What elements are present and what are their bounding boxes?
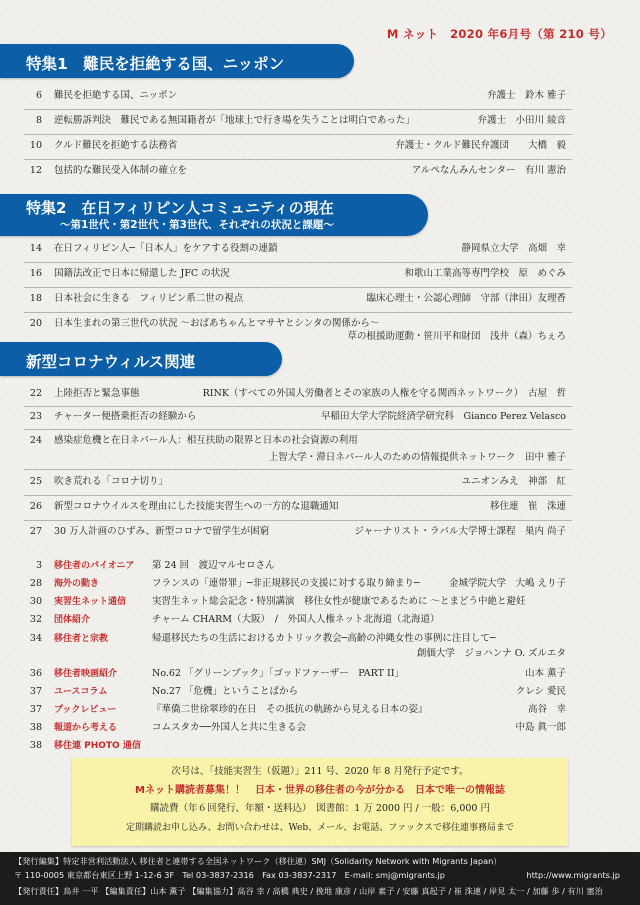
toc-row[interactable] xyxy=(0,291,640,307)
subscribe-headline: Mネット購読者募集！！ 日本・世界の移住者の今が分かる 日本で唯一の情報誌 xyxy=(135,785,505,796)
article-title: 逆転勝訴判決 難民である無国籍者が「地球上で行き場を失うことは明白であった」 xyxy=(54,115,415,126)
column-category: 団体紹介 xyxy=(54,615,91,625)
page-number: 24 xyxy=(29,435,42,446)
article-author: 和歌山工業高等専門学校 原 めぐみ xyxy=(404,268,566,279)
article-author: 早稲田大学大学院経済学研究科 Gianco Perez Velasco xyxy=(321,411,566,422)
column-row[interactable] xyxy=(0,576,640,592)
column-category: 移住連 PHOTO 通信 xyxy=(54,741,141,751)
publisher-line: 【発行編集】特定非営利活動法人 移住者と連帯する全国ネットワーク（移住連）SMJ（Solidarity Network with Migrants Japan） xyxy=(14,856,502,866)
subscription-fee: 購読費（年６回発行、年額・送料込） 図書館：1 万 2000 円 / 一般：6,000 円 xyxy=(150,803,490,814)
article-title: クルド難民を拒絶する法務省 xyxy=(54,140,178,151)
page-number: 16 xyxy=(29,268,42,279)
toc-row[interactable] xyxy=(0,113,640,129)
special2-subheading: ～第1世代・第2世代・第3世代、それぞれの状況と課題～ xyxy=(60,219,334,231)
contact-text: 定期購読お申し込み、お問い合わせは、Web、メール、お電話、ファックスで移住連事務局まで xyxy=(126,823,514,833)
article-author: 上智大学・滞日ネパール人のための情報提供ネットワーク 田中 雅子 xyxy=(268,452,566,463)
credits-line: 【発行責任】鳥井 一平 【編集責任】山本 薫子 【編集協力】高谷 幸 / 高橋 典史 / 挽地 康彦 / 山岸 素子 / 安藤 真起子 / 崔 洙連 / 岸見 太一 / 加藤 歩 / 有川 憲治 xyxy=(14,886,603,896)
column-row[interactable] xyxy=(0,558,640,574)
article-title: 上陸拒否と緊急事態 xyxy=(54,388,140,399)
column-row[interactable] xyxy=(0,684,640,700)
toc-row[interactable] xyxy=(0,241,640,257)
page-number: 38 xyxy=(29,740,42,751)
page-number: 37 xyxy=(29,686,42,697)
column-title: コムスタカ──外国人と共に生きる会 xyxy=(152,722,306,733)
article-author: 弁護士 小田川 綾音 xyxy=(477,115,566,126)
column-category: ブックレビュー xyxy=(54,705,117,715)
article-title: チャーター便搭乗拒否の経験から xyxy=(54,411,197,422)
column-title: チャーム CHARM（大阪） / 外国人人権ネット北海道（北海道） xyxy=(152,614,440,625)
toc-row[interactable] xyxy=(0,163,640,179)
column-row[interactable] xyxy=(0,612,640,628)
column-title: 第 24 回 渡辺マルセロさん xyxy=(152,560,275,571)
column-title: 帰還移民たちの生活におけるカトリック教会─高齢の沖縄女性の事例に注目して─ xyxy=(152,633,496,644)
page-number: 25 xyxy=(29,476,42,487)
article-author: 弁護士・クルド難民弁護団 大橋 毅 xyxy=(395,140,566,151)
column-category: 実習生ネット通信 xyxy=(54,597,127,607)
toc-row[interactable] xyxy=(0,474,640,490)
toc-row[interactable] xyxy=(0,499,640,515)
toc-row[interactable] xyxy=(0,88,640,104)
divider xyxy=(24,520,572,521)
article-author: 弁護士 鈴木 雅子 xyxy=(486,90,566,101)
divider xyxy=(24,406,572,407)
toc-row-author-line xyxy=(0,450,640,466)
column-row[interactable] xyxy=(0,666,640,682)
article-author: 臨床心理士・公認心理師 守部（津田）友理香 xyxy=(366,293,566,304)
special2-banner xyxy=(0,194,428,236)
page-number: 23 xyxy=(29,411,42,422)
special1-banner xyxy=(0,44,354,78)
page-number: 34 xyxy=(29,633,42,644)
page-number: 8 xyxy=(35,115,42,126)
article-title: 難民を拒絶する国、ニッポン xyxy=(54,90,178,101)
page-number: 18 xyxy=(29,293,42,304)
publisher-footer xyxy=(0,852,640,905)
article-title: 新型コロナウイルスを理由にした技能実習生への一方的な退職通知 xyxy=(54,501,339,512)
website-link[interactable]: http://www.migrants.jp xyxy=(526,870,620,880)
page-number: 26 xyxy=(29,501,42,512)
column-category: 移住者映画紹介 xyxy=(54,669,118,679)
article-title: 国籍法改正で日本に帰還した JFC の状況 xyxy=(54,268,230,279)
article-title: 日本生まれの第三世代の状況 ～おばあちゃんとマサヤとシンタの関係から～ xyxy=(54,318,380,329)
page-number: 30 xyxy=(29,596,42,607)
divider xyxy=(24,495,572,496)
article-author: 草の根援助運動・笹川平和財団 浅井（森）ちぇろ xyxy=(347,331,566,342)
article-title: 包括的な難民受入体制の確立を xyxy=(54,165,188,176)
divider xyxy=(24,429,572,430)
page-number: 36 xyxy=(29,668,42,679)
page-number: 20 xyxy=(29,318,42,329)
page-number: 10 xyxy=(29,140,42,151)
column-title: 実習生ネット総会記念・特別講演 移住女性が健康であるために ～とまどう中絶と避妊 xyxy=(152,596,526,607)
column-row[interactable] xyxy=(0,594,640,610)
address-line: 〒 110-0005 東京都台東区上野 1-12-6 3F Tel 03-3837-2316 Fax 03-3837-2317 E-mail: smj@migrants.jp xyxy=(14,870,445,880)
divider xyxy=(24,287,572,288)
page-number: 27 xyxy=(29,526,42,537)
article-title: 日本社会に生きる フィリピン系二世の視点 xyxy=(54,293,244,304)
article-author: RINK（すべての外国人労働者とその家族の人権を守る関西ネットワーク） 古屋 哲 xyxy=(202,388,566,399)
divider xyxy=(24,469,572,470)
article-title: 吹き荒れる「コロナ切り」 xyxy=(54,476,169,487)
article-author: 移住連 崔 洙連 xyxy=(489,501,566,512)
divider xyxy=(24,109,572,110)
divider xyxy=(24,262,572,263)
page-number: 14 xyxy=(29,243,42,254)
column-title: フランスの「連帯罪」─非正規移民の支援に対する取り締まり─ xyxy=(152,578,420,589)
article-title: 在日フィリピン人─「日本人」をケアする役割の連鎖 xyxy=(54,243,278,254)
column-category: 移住者と宗教 xyxy=(54,634,109,644)
issue-label: M ネット 2020 年6月号（第 210 号） xyxy=(386,27,612,41)
column-author: 山本 薫子 xyxy=(524,668,566,679)
column-category: ユースコラム xyxy=(54,687,108,697)
column-row[interactable] xyxy=(0,738,640,754)
page-number: 28 xyxy=(29,578,42,589)
next-issue-text: 次号は、「技能実習生（仮題）」211 号、2020 年 8 月発行予定です。 xyxy=(171,766,469,777)
article-title: 30 万人計画のひずみ、新型コロナで留学生が困窮 xyxy=(54,526,270,537)
page-number: 3 xyxy=(35,560,42,571)
column-author: 創価大学 ジョハンナ O. ズルエタ xyxy=(416,648,566,659)
column-author: 金城学院大学 大嶋 えり子 xyxy=(448,578,566,589)
divider xyxy=(24,134,572,135)
toc-row[interactable] xyxy=(0,138,640,154)
page-number: 6 xyxy=(35,90,42,101)
toc-row[interactable] xyxy=(0,266,640,282)
article-author: ユニオンみえ 神部 紅 xyxy=(461,476,566,487)
article-author: ジャーナリスト・ラバル大学博士課程 巣内 尚子 xyxy=(354,526,566,537)
column-title: No.62 「グリーンブック」「ゴッドファーザー PART II」 xyxy=(152,668,404,679)
page-number: 32 xyxy=(29,614,42,625)
column-category: 海外の動き xyxy=(54,579,100,589)
article-title: 感染症危機と在日ネパール人：相互扶助の限界と日本の社会資源の利用 xyxy=(54,435,358,446)
column-title: 『華僑二世徐翠珍的在日 その抵抗の軌跡から見える日本の姿』 xyxy=(152,704,428,715)
corona-banner xyxy=(0,342,282,376)
column-title: No.27 「危機」ということばから xyxy=(152,686,298,697)
page-number: 37 xyxy=(29,704,42,715)
article-author: 静岡県立大学 高畑 幸 xyxy=(461,243,566,254)
column-author: クレシ 愛民 xyxy=(515,686,566,697)
subscription-notice xyxy=(72,758,568,846)
toc-row[interactable] xyxy=(0,386,640,402)
article-author: アルペなんみんセンター 有川 憲治 xyxy=(411,165,566,176)
page-number: 12 xyxy=(29,165,42,176)
column-row[interactable] xyxy=(0,720,640,736)
column-author: 中島 眞一郎 xyxy=(515,722,566,733)
column-row-author-line xyxy=(0,646,640,662)
page-number: 38 xyxy=(29,722,42,733)
toc-row[interactable] xyxy=(0,433,640,449)
toc-row[interactable] xyxy=(0,409,640,425)
special2-heading: 特集2 在日フィリピン人コミュニティの現在 xyxy=(26,199,334,217)
page-number: 22 xyxy=(29,388,42,399)
column-row[interactable] xyxy=(0,702,640,718)
divider xyxy=(24,312,572,313)
column-author: 高谷 幸 xyxy=(527,704,566,715)
column-category: 報道から考える xyxy=(54,723,118,733)
column-category: 移住者のパイオニア xyxy=(54,561,135,571)
toc-row[interactable] xyxy=(0,524,640,540)
divider xyxy=(24,159,572,160)
special1-heading: 特集1 難民を拒絶する国、ニッポン xyxy=(26,55,285,73)
corona-heading: 新型コロナウィルス関連 xyxy=(26,353,196,371)
column-row[interactable] xyxy=(0,631,640,647)
